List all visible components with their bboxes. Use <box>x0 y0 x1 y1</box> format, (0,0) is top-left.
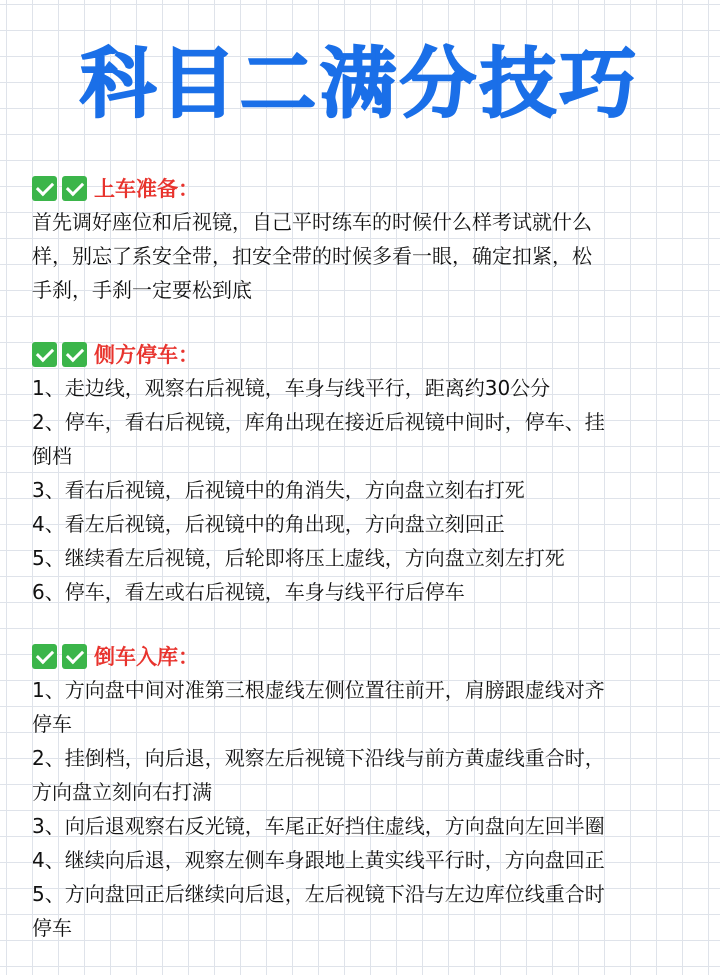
section-heading: 倒车入库： <box>94 645 199 669</box>
text-line: 停车 <box>32 916 72 940</box>
check-icon <box>32 342 57 367</box>
text-line: 停车 <box>32 712 72 736</box>
content-body <box>32 171 702 975</box>
section-heading: 侧方停车： <box>94 343 199 367</box>
text-line: 2、挂倒档，向后退，观察左后视镜下沿线与前方黄虚线重合时， <box>32 746 605 770</box>
text-line: 方向盘立刻向右打满 <box>32 780 212 804</box>
text-line: 2、停车，看右后视镜，库角出现在接近后视镜中间时，停车、挂 <box>32 410 605 434</box>
text-line: 1、走边线，观察右后视镜，车身与线平行，距离约30公分 <box>32 376 551 400</box>
check-icon <box>62 176 87 201</box>
section-boarding-prep <box>32 171 702 307</box>
text-line: 3、向后退观察右反光镜，车尾正好挡住虚线，方向盘向左回半圈 <box>32 814 605 838</box>
page-title: 科目二满分技巧 <box>80 39 640 128</box>
section-parallel-parking <box>32 337 702 609</box>
text-line: 3、看右后视镜，后视镜中的角消失，方向盘立刻右打死 <box>32 478 525 502</box>
text-line: 6、停车，看左或右后视镜，车身与线平行后停车 <box>32 580 465 604</box>
text-line: 1、方向盘中间对准第三根虚线左侧位置往前开，肩膀跟虚线对齐 <box>32 678 605 702</box>
text-line: 4、继续向后退，观察左侧车身跟地上黄实线平行时，方向盘回正 <box>32 848 605 872</box>
text-line: 5、继续看左后视镜，后轮即将压上虚线，方向盘立刻左打死 <box>32 546 565 570</box>
check-icon <box>32 644 57 669</box>
text-line: 倒档 <box>32 444 72 468</box>
section-header <box>32 171 702 205</box>
text-line: 4、看左后视镜，后视镜中的角出现，方向盘立刻回正 <box>32 512 505 536</box>
section-header <box>32 639 702 673</box>
section-heading: 上车准备： <box>94 177 199 201</box>
text-line: 5、方向盘回正后继续向后退，左后视镜下沿与左边库位线重合时 <box>32 882 605 906</box>
text-line: 样，别忘了系安全带，扣安全带的时候多看一眼，确定扣紧，松 <box>32 244 592 268</box>
check-icon <box>62 644 87 669</box>
text-line: 首先调好座位和后视镜，自己平时练车的时候什么样考试就什么 <box>32 210 592 234</box>
section-reverse-parking <box>32 639 702 945</box>
text-line: 手刹，手刹一定要松到底 <box>32 278 252 302</box>
section-header <box>32 337 702 371</box>
check-icon <box>32 176 57 201</box>
check-icon <box>62 342 87 367</box>
